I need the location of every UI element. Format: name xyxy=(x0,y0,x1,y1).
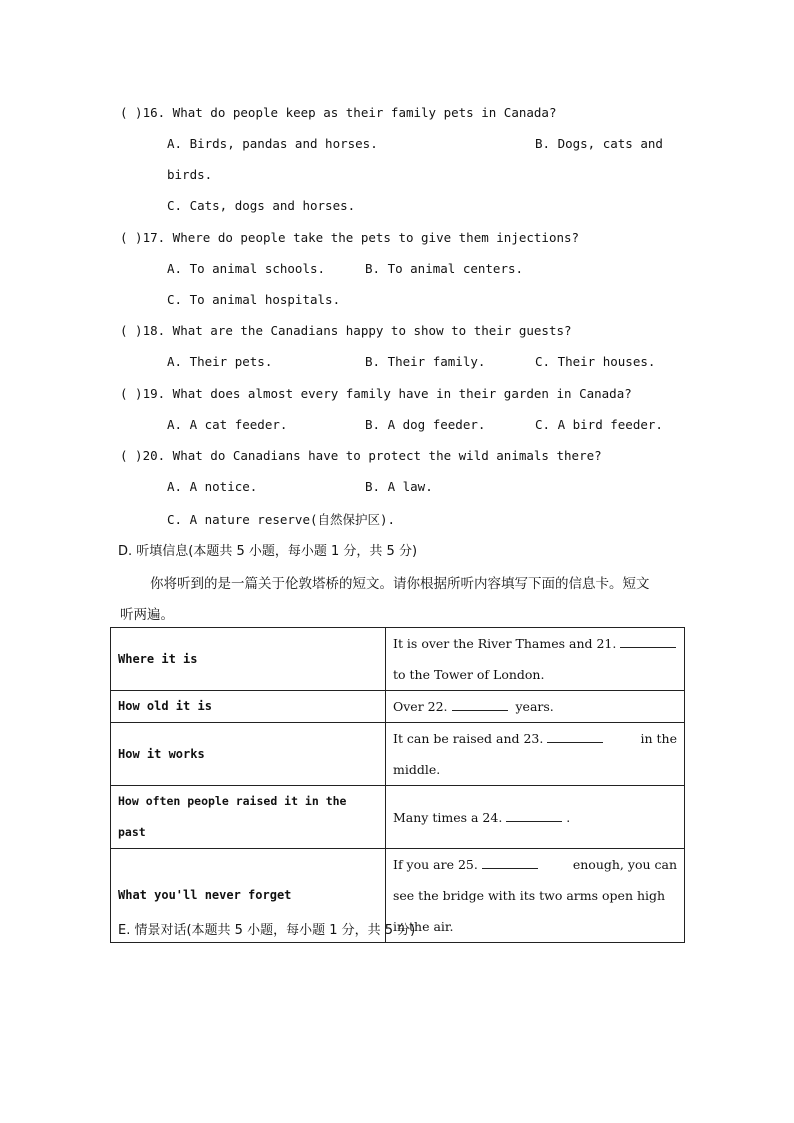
q17-option-c: C. To animal hospitals. xyxy=(167,292,341,307)
q19-option-a: A. A cat feeder. xyxy=(167,417,288,432)
section-d-instruction-line2: 听两遍。 xyxy=(120,607,174,623)
question-16-stem: ( )16. What do people keep as their family pets in Canada? xyxy=(120,105,557,120)
value-text: middle. xyxy=(393,762,441,777)
answer-blank-22[interactable] xyxy=(452,700,508,711)
section-d-instruction-line1: 你将听到的是一篇关于伦敦塔桥的短文。请你根据所听内容填写下面的信息卡。短文 xyxy=(150,576,650,592)
q19-option-b: B. A dog feeder. xyxy=(365,417,486,432)
section-d-heading: D. 听填信息(本题共 5 小题，每小题 1 分，共 5 分) xyxy=(118,544,418,559)
row-key: How old it is xyxy=(111,691,386,723)
value-text: enough, you can xyxy=(572,857,677,872)
q19-option-c: C. A bird feeder. xyxy=(535,417,663,432)
value-text: see the bridge with its two arms open high xyxy=(393,888,666,903)
value-text: It can be raised and 23. xyxy=(393,731,544,746)
q18-option-a: A. Their pets. xyxy=(167,354,273,369)
table-row xyxy=(111,628,685,691)
value-text: to the Tower of London. xyxy=(393,667,545,682)
row-value xyxy=(386,849,685,943)
value-text: in the air. xyxy=(393,919,454,934)
value-text: years. xyxy=(515,699,554,714)
table-row xyxy=(111,786,685,849)
q17-option-a: A. To animal schools. xyxy=(167,261,326,276)
row-key: How it works xyxy=(111,723,386,786)
value-text: in the xyxy=(640,731,677,746)
answer-blank-21[interactable] xyxy=(620,637,676,648)
row-value xyxy=(386,723,685,786)
table-row xyxy=(111,723,685,786)
q18-option-b: B. Their family. xyxy=(365,354,486,369)
q20-option-a: A. A notice. xyxy=(167,479,258,494)
q20-option-b: B. A law. xyxy=(365,479,433,494)
q17-option-b: B. To animal centers. xyxy=(365,261,524,276)
q16-option-b: B. Dogs, cats and xyxy=(535,136,663,151)
row-value xyxy=(386,786,685,849)
q16-option-b-cont: birds. xyxy=(167,167,213,182)
value-text: It is over the River Thames and 21. xyxy=(393,636,617,651)
row-key: Where it is xyxy=(111,628,386,691)
q16-option-a: A. Birds, pandas and horses. xyxy=(167,136,378,151)
question-18-stem: ( )18. What are the Canadians happy to show to their guests? xyxy=(120,323,572,338)
answer-blank-25[interactable] xyxy=(482,858,538,869)
q16-option-c: C. Cats, dogs and horses. xyxy=(167,198,356,213)
section-e-heading: E. 情景对话(本题共 5 小题，每小题 1 分，共 5 分) xyxy=(118,923,416,938)
question-19-stem: ( )19. What does almost every family have in their garden in Canada? xyxy=(120,386,632,401)
info-card-table xyxy=(110,627,685,943)
row-key: What you'll never forget xyxy=(111,849,386,943)
row-value xyxy=(386,691,685,723)
question-17-stem: ( )17. Where do people take the pets to give them injections? xyxy=(120,230,580,245)
table-row xyxy=(111,691,685,723)
answer-blank-24[interactable] xyxy=(506,811,562,822)
answer-blank-23[interactable] xyxy=(547,732,603,743)
value-text: . xyxy=(566,809,571,825)
q20-option-c: C. A nature reserve(自然保护区). xyxy=(167,512,396,527)
value-text: Over 22. xyxy=(393,699,448,714)
question-20-stem: ( )20. What do Canadians have to protect the wild animals there? xyxy=(120,448,602,463)
q18-option-c: C. Their houses. xyxy=(535,354,656,369)
value-text: If you are 25. xyxy=(393,857,478,872)
row-value xyxy=(386,628,685,691)
row-key: How often people raised it in the past xyxy=(111,786,386,849)
value-text: Many times a 24. xyxy=(393,809,503,825)
